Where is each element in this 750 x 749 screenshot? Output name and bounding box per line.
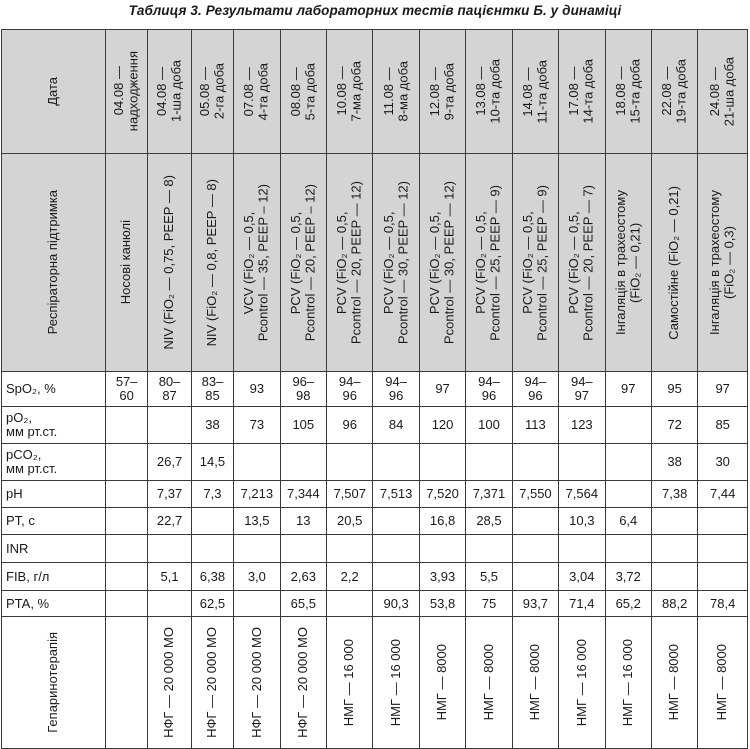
row-po2 — [2, 407, 748, 444]
cell-text: 08.08 — 5-та доба — [287, 62, 318, 121]
cell-date-2 — [191, 30, 233, 154]
cell-pta-8: 75 — [466, 591, 512, 617]
cell-po2-6: 84 — [373, 407, 419, 444]
cell-hep-3 — [234, 617, 280, 749]
cell-text: НМГ — 8000 — [480, 644, 496, 721]
cell-text: 13.08 — 10-та доба — [473, 59, 503, 124]
cell-date-6 — [373, 30, 419, 154]
cell-inr-13 — [698, 535, 748, 563]
cell-date-10 — [559, 30, 605, 154]
cell-po2-13: 85 — [698, 407, 748, 444]
row-hep — [2, 617, 748, 749]
cell-ph-13: 7,44 — [698, 481, 748, 508]
cell-resp-7 — [419, 154, 465, 372]
cell-pta-4: 65,5 — [280, 591, 326, 617]
cell-pt-5: 20,5 — [327, 508, 373, 535]
cell-text: НФГ — 20 000 МО — [161, 627, 177, 738]
cell-spo2-4: 96– 98 — [280, 372, 326, 407]
cell-text: НМГ — 8000 — [527, 644, 543, 721]
cell-po2-1 — [148, 407, 191, 444]
cell-pta-5 — [327, 591, 373, 617]
row-pt — [2, 508, 748, 535]
cell-fib-3: 3,0 — [234, 563, 280, 591]
row-resp — [2, 154, 748, 372]
cell-inr-5 — [327, 535, 373, 563]
cell-resp-9 — [512, 154, 558, 372]
cell-text: NIV (FiO₂ — 0,8, PEEP — 8) — [204, 178, 220, 347]
cell-ph-10: 7,564 — [559, 481, 605, 508]
cell-text: 12.08 — 9-та доба — [427, 62, 457, 121]
cell-fib-9 — [512, 563, 558, 591]
cell-spo2-10: 94– 97 — [559, 372, 605, 407]
cell-text: VCV (FiO₂ — 0,5, Pcontrol — 35, PEEP – 12) — [241, 183, 271, 342]
cell-ph-12: 7,38 — [651, 481, 697, 508]
row-label-text: Респіраторна підтримка — [45, 190, 61, 335]
cell-pco2-0 — [105, 444, 147, 481]
cell-pco2-12: 38 — [651, 444, 697, 481]
cell-fib-2: 6,38 — [191, 563, 233, 591]
cell-inr-12 — [651, 535, 697, 563]
cell-text: НФГ — 20 000 МО — [248, 627, 264, 738]
cell-inr-3 — [234, 535, 280, 563]
cell-pco2-5 — [327, 444, 373, 481]
cell-spo2-13: 97 — [698, 372, 748, 407]
cell-fib-0 — [105, 563, 147, 591]
cell-date-11 — [605, 30, 651, 154]
row-fib — [2, 563, 748, 591]
cell-date-9 — [512, 30, 558, 154]
cell-pt-4: 13 — [280, 508, 326, 535]
cell-ph-0 — [105, 481, 147, 508]
cell-hep-1 — [148, 617, 191, 749]
cell-resp-8 — [466, 154, 512, 372]
cell-pco2-1: 26,7 — [148, 444, 191, 481]
row-spo2 — [2, 372, 748, 407]
cell-pco2-11 — [605, 444, 651, 481]
cell-hep-4 — [280, 617, 326, 749]
cell-text: PCV (FiO₂ — 0,5, Pcontrol — 25, PEEP — 9) — [519, 184, 550, 341]
cell-pta-3 — [234, 591, 280, 617]
cell-po2-4: 105 — [280, 407, 326, 444]
cell-date-8 — [466, 30, 512, 154]
cell-pco2-4 — [280, 444, 326, 481]
cell-date-5 — [327, 30, 373, 154]
cell-pt-13 — [698, 508, 748, 535]
cell-inr-11 — [605, 535, 651, 563]
cell-hep-7 — [419, 617, 465, 749]
row-label-po2: pO₂, мм рт.ст. — [2, 407, 106, 444]
cell-text: 18.08 — 15-та доба — [612, 59, 643, 124]
cell-resp-11 — [605, 154, 651, 372]
cell-text: PCV (FiO₂ — 0,5, Pcontrol — 20, PEEP — 7) — [566, 184, 596, 341]
cell-text: НМГ — 16 000 — [341, 638, 357, 727]
cell-pco2-10 — [559, 444, 605, 481]
cell-pt-11: 6,4 — [605, 508, 651, 535]
row-label-date — [2, 30, 106, 154]
cell-ph-8: 7,371 — [466, 481, 512, 508]
cell-pco2-3 — [234, 444, 280, 481]
cell-pt-10: 10,3 — [559, 508, 605, 535]
row-label-pt: PT, с — [2, 508, 106, 535]
cell-text: НФГ — 20 000 МО — [204, 627, 220, 738]
cell-text: PCV (FiO₂ — 0,5, Pcontrol — 25, PEEP — 9) — [473, 184, 503, 341]
cell-pt-6 — [373, 508, 419, 535]
cell-fib-5: 2,2 — [327, 563, 373, 591]
cell-fib-8: 5,5 — [466, 563, 512, 591]
cell-text: 22.08 — 19-та доба — [659, 59, 689, 124]
cell-hep-11 — [605, 617, 651, 749]
cell-po2-12: 72 — [651, 407, 697, 444]
row-ph — [2, 481, 748, 508]
cell-pt-8: 28,5 — [466, 508, 512, 535]
cell-pta-9: 93,7 — [512, 591, 558, 617]
cell-hep-13 — [698, 617, 748, 749]
cell-pco2-7 — [419, 444, 465, 481]
cell-text: НМГ — 8000 — [666, 644, 682, 721]
cell-inr-9 — [512, 535, 558, 563]
row-label-text: Гепаринотерапія — [45, 632, 61, 733]
cell-ph-4: 7,344 — [280, 481, 326, 508]
cell-ph-2: 7,3 — [191, 481, 233, 508]
cell-inr-7 — [419, 535, 465, 563]
cell-text: НМГ — 16 000 — [619, 638, 635, 727]
lab-results-table — [1, 29, 748, 749]
cell-resp-6 — [373, 154, 419, 372]
row-pta — [2, 591, 748, 617]
cell-date-1 — [148, 30, 191, 154]
cell-pco2-2: 14,5 — [191, 444, 233, 481]
cell-spo2-12: 95 — [651, 372, 697, 407]
cell-fib-7: 3,93 — [419, 563, 465, 591]
cell-date-12 — [651, 30, 697, 154]
cell-hep-9 — [512, 617, 558, 749]
row-label-spo2: SpO₂, % — [2, 372, 106, 407]
cell-fib-1: 5,1 — [148, 563, 191, 591]
cell-text: PCV (FiO₂ — 0,5, Pcontrol — 20, PEEP — 12) — [334, 180, 364, 345]
row-pco2 — [2, 444, 748, 481]
cell-pta-1 — [148, 591, 191, 617]
cell-spo2-6: 94– 96 — [373, 372, 419, 407]
cell-text: NIV (FiO₂ — 0,75, PEEP — 8) — [161, 175, 177, 350]
cell-pt-2 — [191, 508, 233, 535]
cell-inr-1 — [148, 535, 191, 563]
cell-inr-8 — [466, 535, 512, 563]
cell-text: НМГ — 8000 — [714, 644, 730, 721]
cell-hep-5 — [327, 617, 373, 749]
cell-inr-6 — [373, 535, 419, 563]
cell-ph-6: 7,513 — [373, 481, 419, 508]
cell-text: НМГ — 16 000 — [387, 638, 403, 727]
cell-inr-0 — [105, 535, 147, 563]
cell-po2-5: 96 — [327, 407, 373, 444]
cell-date-7 — [419, 30, 465, 154]
cell-spo2-7: 97 — [419, 372, 465, 407]
cell-text: 11.08 — 8-ма доба — [380, 61, 411, 122]
row-date — [2, 30, 748, 154]
row-label-resp — [2, 154, 106, 372]
cell-spo2-5: 94– 96 — [327, 372, 373, 407]
cell-ph-9: 7,550 — [512, 481, 558, 508]
cell-date-3 — [234, 30, 280, 154]
cell-spo2-2: 83– 85 — [191, 372, 233, 407]
cell-date-4 — [280, 30, 326, 154]
cell-resp-2 — [191, 154, 233, 372]
row-label-inr: INR — [2, 535, 106, 563]
cell-pta-7: 53,8 — [419, 591, 465, 617]
cell-fib-6 — [373, 563, 419, 591]
cell-hep-10 — [559, 617, 605, 749]
cell-ph-5: 7,507 — [327, 481, 373, 508]
cell-text: 24.08 — 21-ша доба — [707, 56, 737, 127]
cell-pt-9 — [512, 508, 558, 535]
table-caption: Таблиця 3. Результати лабораторних тестів пацієнтки Б. у динаміці — [128, 3, 622, 18]
cell-fib-12 — [651, 563, 697, 591]
cell-text: PCV (FiO₂ — 0,5, Pcontrol — 20, PEEP – 12) — [287, 183, 318, 342]
cell-po2-2: 38 — [191, 407, 233, 444]
row-inr — [2, 535, 748, 563]
row-label-pco2: pCO₂, мм рт.ст. — [2, 444, 106, 481]
cell-po2-0 — [105, 407, 147, 444]
cell-resp-13 — [698, 154, 748, 372]
cell-pco2-9 — [512, 444, 558, 481]
row-label-hep — [2, 617, 106, 749]
cell-po2-7: 120 — [419, 407, 465, 444]
cell-text: НФГ — 20 000 МО — [295, 627, 311, 738]
cell-resp-5 — [327, 154, 373, 372]
cell-resp-4 — [280, 154, 326, 372]
cell-po2-11 — [605, 407, 651, 444]
cell-po2-3: 73 — [234, 407, 280, 444]
cell-fib-10: 3,04 — [559, 563, 605, 591]
cell-resp-10 — [559, 154, 605, 372]
cell-text: 05.08 — 2-га доба — [196, 63, 227, 120]
cell-text: Самостійне (FiO₂ — 0,21) — [666, 185, 682, 340]
cell-text: PCV (FiO₂ — 0,5, Pcontrol — 30, PEEP — 12) — [380, 180, 411, 345]
cell-pt-3: 13,5 — [234, 508, 280, 535]
cell-text: 10.08 — 7-ма доба — [334, 61, 364, 122]
cell-spo2-1: 80– 87 — [148, 372, 191, 407]
cell-pta-6: 90,3 — [373, 591, 419, 617]
cell-fib-13 — [698, 563, 748, 591]
cell-text: 14.08 — 11-та доба — [519, 59, 550, 124]
cell-ph-1: 7,37 — [148, 481, 191, 508]
cell-hep-6 — [373, 617, 419, 749]
cell-hep-12 — [651, 617, 697, 749]
cell-pta-11: 65,2 — [605, 591, 651, 617]
cell-spo2-3: 93 — [234, 372, 280, 407]
row-label-fib: FIB, г/л — [2, 563, 106, 591]
cell-resp-0 — [105, 154, 147, 372]
cell-pta-10: 71,4 — [559, 591, 605, 617]
cell-pta-2: 62,5 — [191, 591, 233, 617]
cell-hep-2 — [191, 617, 233, 749]
cell-text: 17.08 — 14-та доба — [566, 59, 596, 124]
cell-text: НМГ — 8000 — [434, 644, 450, 721]
cell-resp-3 — [234, 154, 280, 372]
cell-pta-0 — [105, 591, 147, 617]
cell-spo2-0: 57– 60 — [105, 372, 147, 407]
cell-pta-13: 78,4 — [698, 591, 748, 617]
cell-text: 07.08 — 4-та доба — [241, 62, 271, 121]
row-label-ph: pH — [2, 481, 106, 508]
cell-pt-1: 22,7 — [148, 508, 191, 535]
cell-hep-0 — [105, 617, 147, 749]
cell-po2-10: 123 — [559, 407, 605, 444]
cell-inr-10 — [559, 535, 605, 563]
cell-inr-2 — [191, 535, 233, 563]
cell-ph-7: 7,520 — [419, 481, 465, 508]
cell-hep-8 — [466, 617, 512, 749]
cell-fib-4: 2,63 — [280, 563, 326, 591]
row-label-text: Дата — [45, 77, 61, 106]
cell-spo2-9: 94– 96 — [512, 372, 558, 407]
cell-pt-7: 16,8 — [419, 508, 465, 535]
cell-spo2-8: 94– 96 — [466, 372, 512, 407]
cell-pt-0 — [105, 508, 147, 535]
cell-pt-12 — [651, 508, 697, 535]
cell-inr-4 — [280, 535, 326, 563]
cell-text: Носові канюлі — [118, 220, 134, 305]
cell-text: НМГ — 16 000 — [573, 638, 589, 727]
cell-text: 04.08 — 1-ша доба — [154, 60, 184, 123]
cell-po2-8: 100 — [466, 407, 512, 444]
cell-ph-3: 7,213 — [234, 481, 280, 508]
cell-date-0 — [105, 30, 147, 154]
cell-resp-12 — [651, 154, 697, 372]
cell-po2-9: 113 — [512, 407, 558, 444]
cell-ph-11 — [605, 481, 651, 508]
cell-text: Інгаляція в трахеостому (FiO₂ — 0,21) — [612, 190, 643, 335]
cell-fib-11: 3,72 — [605, 563, 651, 591]
cell-pco2-6 — [373, 444, 419, 481]
row-label-pta: PTA, % — [2, 591, 106, 617]
cell-text: 04.08 — надходження — [111, 51, 141, 132]
cell-pco2-13: 30 — [698, 444, 748, 481]
cell-text: PCV (FiO₂ — 0,5, Pcontrol — 30, PEEP — 12) — [427, 180, 457, 345]
cell-pco2-8 — [466, 444, 512, 481]
cell-spo2-11: 97 — [605, 372, 651, 407]
cell-pta-12: 88,2 — [651, 591, 697, 617]
cell-date-13 — [698, 30, 748, 154]
cell-resp-1 — [148, 154, 191, 372]
cell-text: Інгаляція в трахеостому (FiO₂ — 0,3) — [707, 190, 737, 335]
